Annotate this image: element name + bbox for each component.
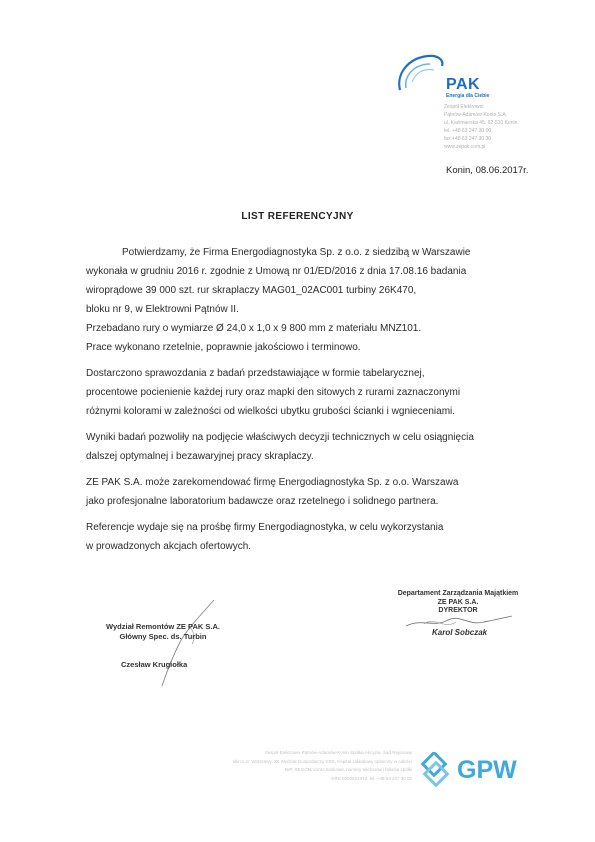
footer-line: Zespół Elektrowni Pątnów-Adamów-Konin Spółka Akcyjna, Sąd Rejonowy bbox=[264, 750, 412, 755]
footer-line: NIP, REGON, konto bankowe, numery telefonów i faksów spółki bbox=[285, 767, 412, 772]
gpw-label: GPW bbox=[457, 756, 517, 784]
body-line: Wyniki badań pozwoliły na podjęcie właściwych decyzji technicznych w celu osiągnięcia bbox=[86, 432, 474, 443]
director-department: Departament Zarządzania Majątkiem bbox=[397, 590, 519, 597]
specialist-name: Czesław Krugiołka bbox=[121, 660, 188, 669]
body-line: Dostarczono sprawozdania z badań przedstawiające w formie tabelarycznej, bbox=[86, 368, 425, 379]
company-line: Pątnów-Adamów-Konin S.A. bbox=[444, 112, 508, 118]
specialist-title: Główny Spec. ds. Turbin bbox=[119, 632, 207, 641]
company-line: ul. Kazimierska 45, 62-510 Konin bbox=[444, 120, 518, 126]
director-title: DYREKTOR bbox=[438, 607, 478, 614]
company-line: tel. +48 63 247 30 00 bbox=[444, 128, 492, 134]
footer-legal-text bbox=[150, 749, 412, 783]
signature-block-specialist bbox=[98, 622, 228, 642]
logo-tagline: Energia dla Ciebie bbox=[446, 93, 490, 99]
body-line: jako profesjonalne laboratorium badawcze oraz rzetelnego i solidnego partnera. bbox=[86, 496, 439, 507]
zepak-swirl-icon bbox=[394, 52, 448, 96]
body-line: wykonała w grudniu 2016 r. zgodnie z Umową nr 01/ED/2016 z dnia 17.08.16 badania bbox=[86, 266, 467, 277]
body-line: Referencje wydaje się na prośbę firmy Energodiagnostyka, w celu wykorzystania bbox=[86, 522, 444, 533]
body-line: procentowe pocienienie każdej rury oraz mapki den sitowych z rurami zaznaczonymi bbox=[86, 387, 461, 398]
footer-line: KRS 0000021374, tel. +48 63 247 30 00 bbox=[331, 775, 412, 781]
zepak-logo bbox=[394, 52, 524, 100]
body-line: dalszej optymalnej i bezawaryjnej pracy skraplaczy. bbox=[86, 451, 314, 462]
place-date: Konin, 08.06.2017r. bbox=[446, 165, 529, 176]
specialist-department: Wydział Remontów ZE PAK S.A. bbox=[106, 622, 220, 631]
body-line: w prowadzonych akcjach ofertowych. bbox=[86, 541, 252, 552]
body-line: Przebadano rury o wymiarze Ø 24,0 x 1,0 x 9 800 mm z materiału MNZ101. bbox=[86, 323, 422, 334]
letter-body bbox=[86, 243, 546, 556]
director-company: ZE PAK S.A. bbox=[437, 598, 479, 606]
body-line: Prace wykonano rzetelnie, poprawnie jakościowo i terminowo. bbox=[86, 342, 361, 353]
gpw-mark-icon bbox=[417, 752, 453, 788]
body-line: bloku nr 9, w Elektrowni Pątnów II. bbox=[86, 304, 239, 315]
specialist-signature-scribble bbox=[148, 598, 218, 688]
director-name: Karol Sobczak bbox=[432, 628, 488, 637]
letter-title: LIST REFERENCYJNY bbox=[241, 211, 354, 222]
body-line: różnymi kolorami w zależności od wielkości ubytku grubości ścianki i wgnieceniami. bbox=[86, 406, 456, 417]
company-line: www.zepak.com.pl bbox=[444, 144, 486, 150]
company-line: Zespół Elektrowni bbox=[444, 104, 484, 110]
company-line: fax +48 63 247 30 30 bbox=[444, 136, 492, 142]
logo-name: PAK bbox=[446, 76, 481, 93]
company-address-block bbox=[444, 103, 544, 151]
body-line: Potwierdzamy, że Firma Energodiagnostyka Sp. z o.o. z siedzibą w Warszawie bbox=[122, 247, 471, 258]
body-line: wiroprądowe 39 000 szt. rur skraplaczy MAG01_02AC001 turbiny 26K470, bbox=[86, 285, 417, 296]
body-line: ZE PAK S.A. może zarekomendować firmę Energodiagnostyka Sp. z o.o. Warszawa bbox=[86, 477, 459, 488]
gpw-logo bbox=[417, 752, 541, 788]
footer-line: dla m.st. Warszawy, XII Wydział Gospodarczy KRS, Kapitał zakładowy opłacony w całości bbox=[232, 758, 412, 764]
